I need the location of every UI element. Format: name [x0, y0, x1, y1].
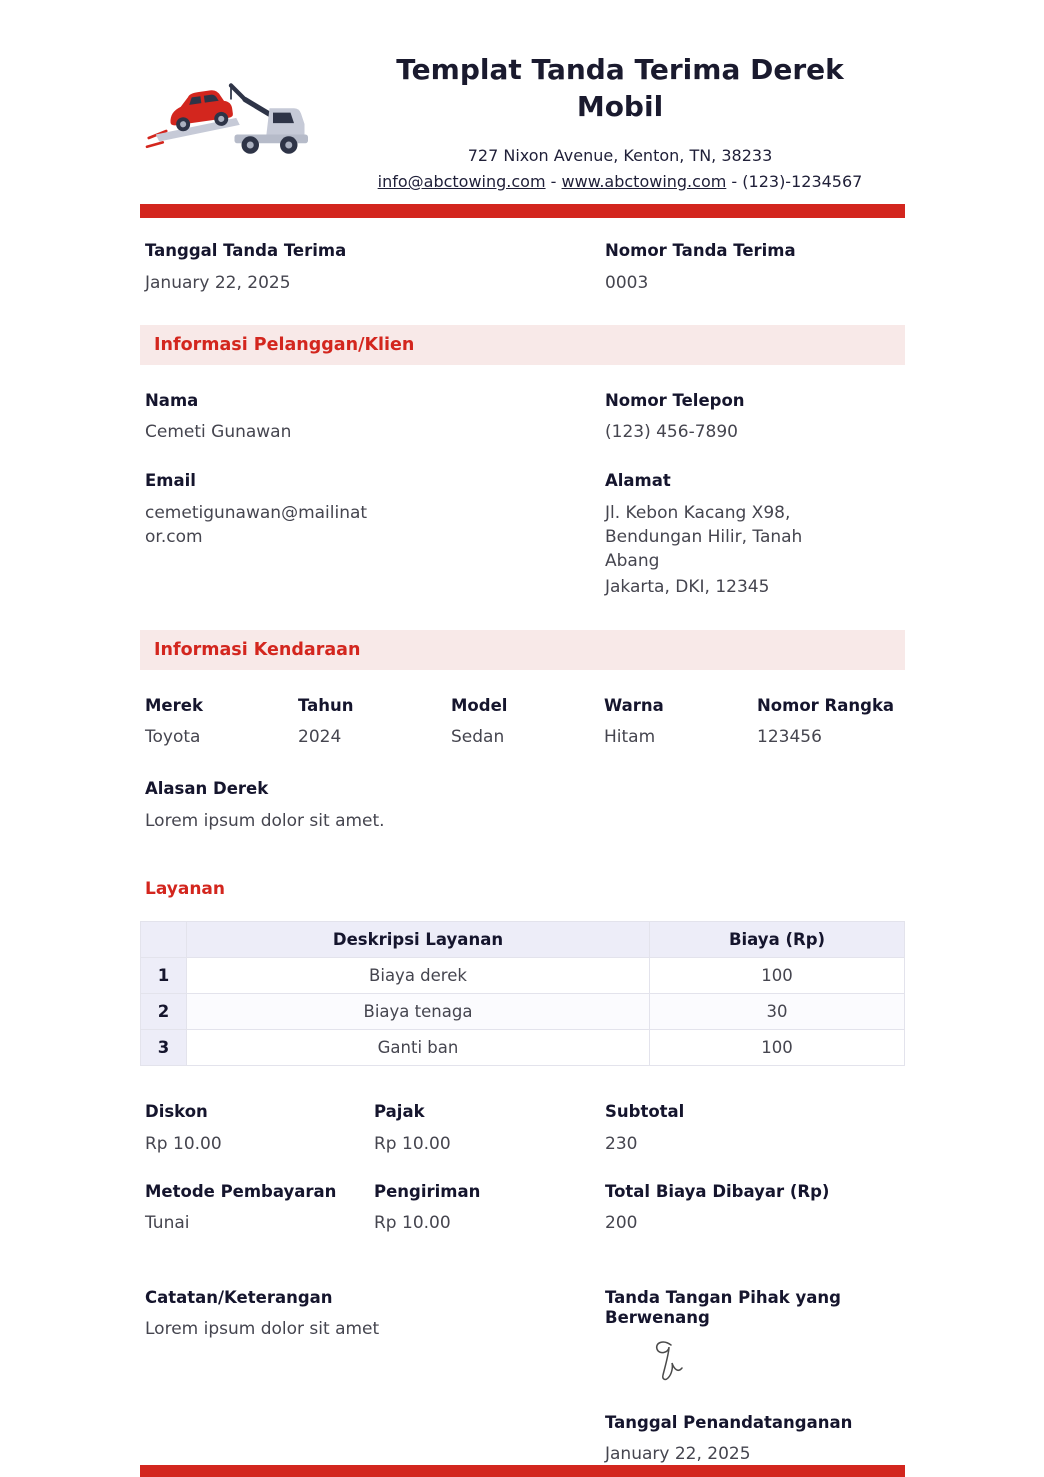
service-row: [141, 994, 905, 1030]
discount-label: Diskon: [145, 1102, 208, 1122]
section-customer-header: Informasi Pelanggan/Klien: [140, 325, 905, 365]
discount-value: Rp 10.00: [145, 1133, 222, 1154]
vehicle-vin-label: Nomor Rangka: [757, 695, 895, 715]
service-description: Biaya tenaga: [187, 994, 650, 1030]
sign-date-label: Tanggal Penandatanganan: [605, 1412, 853, 1432]
phone-number: (123)-1234567: [742, 171, 863, 191]
page-title: Templat Tanda Terima Derek Mobil: [396, 53, 844, 123]
receipt-meta: [140, 241, 905, 295]
customer-row-1: [140, 391, 905, 445]
receipt-number-label: Nomor Tanda Terima: [605, 240, 796, 260]
header: [140, 50, 905, 191]
service-row: [141, 1030, 905, 1066]
company-address: 727 Nixon Avenue, Kenton, TN, 38233: [467, 145, 773, 165]
customer-email-label: Email: [145, 471, 196, 491]
service-description: Biaya derek: [187, 958, 650, 994]
email-link[interactable]: info@abctowing.com: [377, 171, 546, 191]
service-cost: 100: [650, 958, 905, 994]
customer-address-city: Jakarta, DKI, 12345: [605, 577, 770, 598]
section-vehicle-header: Informasi Kendaraan: [140, 630, 905, 670]
vehicle-make-value: Toyota: [145, 727, 201, 748]
vehicle-vin-value: 123456: [757, 727, 822, 748]
service-row: [141, 958, 905, 994]
vehicle-fields-row: [140, 696, 905, 750]
customer-email-value: cemetigunawan@mailinator.com: [145, 503, 368, 548]
vehicle-model-label: Model: [451, 695, 508, 715]
tax-label: Pajak: [374, 1102, 425, 1122]
total-paid-label: Total Biaya Dibayar (Rp): [605, 1181, 830, 1201]
payment-method-label: Metode Pembayaran: [145, 1181, 337, 1201]
services-title: Layanan: [145, 879, 226, 900]
vehicle-model-value: Sedan: [451, 727, 505, 748]
services-col-cost: Biaya (Rp): [650, 922, 905, 958]
company-logo: [140, 50, 335, 170]
shipping-value: Rp 10.00: [374, 1213, 451, 1234]
signature-image: [647, 1337, 905, 1389]
tow-reason-label: Alasan Derek: [145, 779, 269, 799]
contact-line: [335, 172, 905, 191]
total-paid-value: 200: [605, 1213, 638, 1234]
tow-reason-value: Lorem ipsum dolor sit amet.: [145, 810, 385, 831]
vehicle-color-label: Warna: [604, 695, 664, 715]
receipt-date-value: January 22, 2025: [145, 272, 291, 293]
customer-phone-label: Nomor Telepon: [605, 390, 745, 410]
divider-bar-top: [140, 204, 905, 218]
services-table: [140, 921, 905, 1066]
subtotal-label: Subtotal: [605, 1102, 685, 1122]
shipping-label: Pengiriman: [374, 1181, 481, 1201]
vehicle-year-value: 2024: [298, 727, 342, 748]
customer-name-label: Nama: [145, 390, 199, 410]
service-row-number: 1: [141, 958, 187, 994]
notes-signature-row: [140, 1288, 905, 1467]
services-corner-cell: [141, 922, 187, 958]
service-description: Ganti ban: [187, 1030, 650, 1066]
notes-value: Lorem ipsum dolor sit amet: [145, 1319, 380, 1340]
customer-address-label: Alamat: [605, 471, 671, 491]
totals-row-1: [140, 1102, 905, 1156]
tax-value: Rp 10.00: [374, 1133, 451, 1154]
service-cost: 30: [650, 994, 905, 1030]
signature-squiggle-icon: [647, 1337, 703, 1385]
customer-name-value: Cemeti Gunawan: [145, 422, 292, 443]
service-cost: 100: [650, 1030, 905, 1066]
website-link[interactable]: www.abctowing.com: [561, 171, 727, 191]
service-row-number: 2: [141, 994, 187, 1030]
payment-method-value: Tunai: [145, 1213, 190, 1234]
signature-label: Tanda Tangan Pihak yang Berwenang: [605, 1287, 841, 1328]
customer-address-street: Jl. Kebon Kacang X98, Bendungan Hilir, Tanah Abang: [605, 503, 803, 572]
services-col-description: Deskripsi Layanan: [187, 922, 650, 958]
subtotal-value: 230: [605, 1133, 638, 1154]
service-row-number: 3: [141, 1030, 187, 1066]
receipt-date-label: Tanggal Tanda Terima: [145, 240, 347, 260]
sign-date-value: January 22, 2025: [605, 1444, 751, 1465]
tow-reason: [140, 779, 905, 833]
tow-truck-icon: [140, 54, 315, 166]
contact-separator: -: [731, 171, 738, 191]
totals-row-2: [140, 1182, 905, 1236]
services-header-row: [141, 922, 905, 958]
divider-bar-bottom: [140, 1465, 905, 1477]
vehicle-make-label: Merek: [145, 695, 203, 715]
vehicle-year-label: Tahun: [298, 695, 354, 715]
contact-separator: -: [550, 171, 557, 191]
notes-label: Catatan/Keterangan: [145, 1287, 333, 1307]
vehicle-color-value: Hitam: [604, 727, 656, 748]
customer-phone-value: (123) 456-7890: [605, 422, 738, 443]
receipt-number-value: 0003: [605, 272, 649, 293]
customer-row-2: [140, 471, 905, 599]
